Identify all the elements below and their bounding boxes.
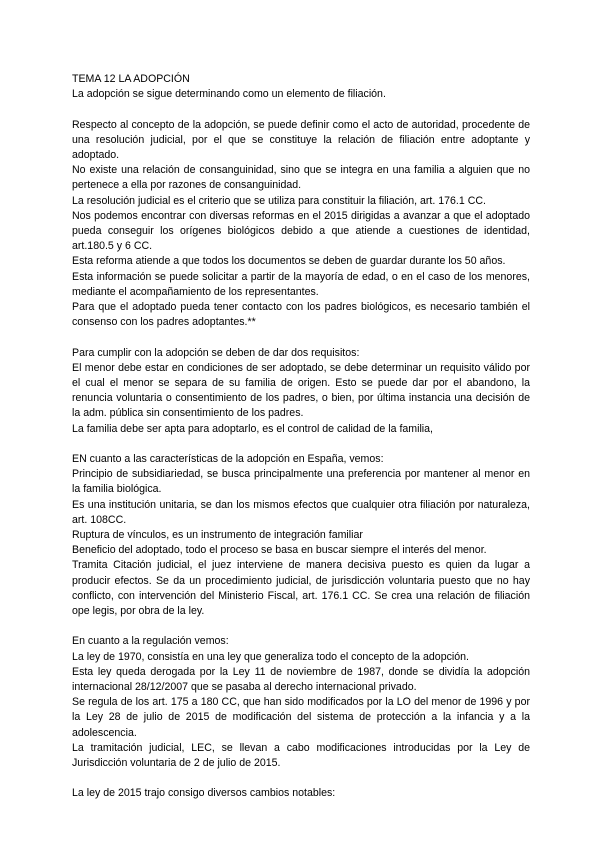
- intro-paragraph: La adopción se sigue determinando como un elemento de filiación.: [72, 88, 386, 101]
- paragraph: Beneficio del adoptado, todo el proceso se basa en buscar siempre el interés del menor.: [72, 544, 487, 557]
- paragraph: Principio de subsidiariedad, se busca principalmente una preferencia por mantener al menor en la familia biológica.: [72, 468, 530, 496]
- paragraph: Ruptura de vínculos, es un instrumento de integración familiar: [72, 529, 363, 542]
- paragraph-gap: [72, 619, 530, 634]
- paragraph: No existe una relación de consanguinidad, sino que se integra en una familia a alguien que no pertenece a ella por razones de consanguinidad.: [72, 164, 530, 192]
- paragraph-gap: [72, 330, 530, 345]
- paragraph: Se regula de los art. 175 a 180 CC, que han sido modificados por la LO del menor de 1996 y por la Ley 28 de julio de 2015 de modificación del sistema de protección a la infancia y a la adolescencia.: [72, 696, 530, 739]
- paragraph: Nos podemos encontrar con diversas reformas en el 2015 dirigidas a avanzar a que el adoptado pueda conseguir los orígenes biológicos debido a que atiende a cuestiones de identidad, art.180.5 y 6 CC.: [72, 209, 530, 253]
- paragraph: La resolución judicial es el criterio que se utiliza para constituir la filiación, art. 176.1 CC.: [72, 194, 486, 207]
- section-heading: EN cuanto a las características de la adopción en España, vemos:: [72, 453, 384, 466]
- paragraph: Esta ley queda derogada por la Ley 11 de noviembre de 1987, donde se dividía la adopción internacional 28/12/2007 que se pasaba al derecho internacional privado.: [72, 665, 530, 694]
- paragraph: Esta información se puede solicitar a partir de la mayoría de edad, o en el caso de los menores, mediante el acompañamiento de los representantes.: [72, 270, 530, 298]
- paragraph: Tramita Citación judicial, el juez interviene de manera decisiva puesto es quien da lugar a producir efectos. Se da un procedimiento judicial, de jurisdicción voluntaria puesto que no hay conflicto, con intervención del Ministerio Fiscal, art. 176.1 CC. Se crea una relación de filiación ope legis, por obra de la ley.: [72, 559, 530, 618]
- document-title: TEMA 12 LA ADOPCIÓN: [72, 73, 190, 85]
- section-heading: En cuanto a la regulación vemos:: [72, 635, 229, 648]
- paragraph: Para que el adoptado pueda tener contacto con los padres biológicos, es necesario también el consenso con los padres adoptantes.**: [72, 301, 530, 329]
- section-heading: Para cumplir con la adopción se deben de dar dos requisitos:: [72, 346, 360, 359]
- paragraph-gap: [72, 437, 530, 452]
- paragraph-gap: [72, 102, 530, 117]
- paragraph-gap: [72, 771, 530, 786]
- document-page: [72, 72, 530, 802]
- paragraph: El menor debe estar en condiciones de ser adoptado, se debe determinar un requisito válido por el cual el menor se separa de su familia de origen. Esto se puede dar por el abandono, la renuncia voluntaria o consentimiento de los padres, o bien, por última instancia una decisión de la adm. pública sin consentimiento de los padres.: [72, 361, 530, 420]
- paragraph: Respecto al concepto de la adopción, se puede definir como el acto de autoridad, procedente de una resolución judicial, por el que se constituye la relación de filiación entre adoptante y adoptado.: [72, 118, 530, 161]
- paragraph: Esta reforma atiende a que todos los documentos se deben de guardar durante los 50 años.: [72, 255, 506, 268]
- closing-paragraph: La ley de 2015 trajo consigo diversos cambios notables:: [72, 787, 336, 800]
- paragraph: La tramitación judicial, LEC, se llevan a cabo modificaciones introducidas por la Ley de Jurisdicción voluntaria de 2 de julio de 2015.: [72, 741, 530, 770]
- paragraph: Es una institución unitaria, se dan los mismos efectos que cualquier otra filiación por naturaleza, art. 108CC.: [72, 498, 530, 526]
- paragraph: La ley de 1970, consistía en una ley que generaliza todo el concepto de la adopción.: [72, 650, 469, 663]
- paragraph: La familia debe ser apta para adoptarlo, es el control de calidad de la familia,: [72, 422, 433, 435]
